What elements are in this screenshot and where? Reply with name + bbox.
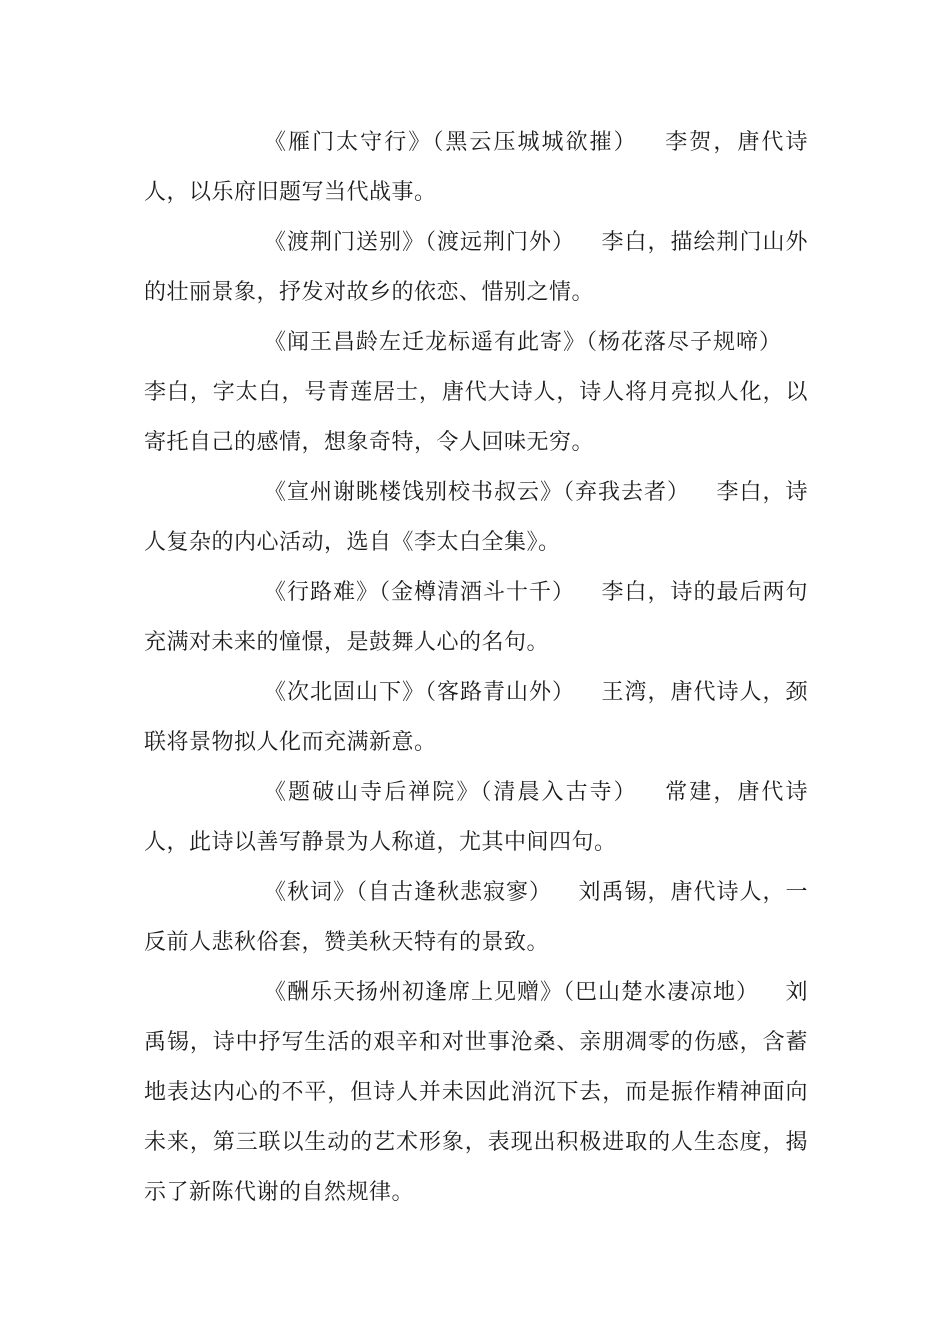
poem-description: 李白，诗人复杂的内心活动，选自《李太白全集》。 — [144, 480, 808, 555]
entry-xinglunan — [144, 568, 808, 668]
poem-first-line: （清晨入古寺） — [480, 780, 638, 805]
entry-yanmen — [144, 118, 808, 218]
poem-description: 李贺，唐代诗人，以乐府旧题写当代战事。 — [144, 130, 808, 205]
poem-description: 李白，描绘荆门山外的壮丽景象，抒发对故乡的依恋、惜别之情。 — [144, 230, 808, 305]
poem-description: 李白，字太白，号青莲居士，唐代大诗人，诗人将月亮拟人化，以寄托自己的感情，想象奇特，令人回味无穷。 — [144, 380, 808, 455]
entry-poshansi — [144, 768, 808, 868]
entry-wenwang — [144, 318, 808, 468]
poem-title: 《雁门太守行》 — [264, 130, 433, 155]
poem-description: 刘禹锡，唐代诗人，一反前人悲秋俗套，赞美秋天特有的景致。 — [144, 880, 808, 955]
poem-title: 《秋词》 — [264, 880, 356, 905]
poem-title: 《行路难》 — [264, 580, 379, 605]
entry-qiuci — [144, 868, 808, 968]
poem-description: 刘禹锡，诗中抒写生活的艰辛和对世事沧桑、亲朋凋零的伤感，含蓄地表达内心的不平，但诗人并未因此消沉下去，而是振作精神面向未来，第三联以生动的艺术形象，表现出积极进取的人生态度，揭示了新陈代谢的自然规律。 — [144, 980, 808, 1205]
entry-jingmen — [144, 218, 808, 318]
document-body — [144, 118, 808, 1218]
poem-first-line: （自古逢秋悲寂寥） — [356, 880, 552, 905]
poem-title: 《宣州谢眺楼饯别校书叔云》 — [264, 480, 563, 505]
poem-first-line: （巴山楚水凄凉地） — [562, 980, 759, 1005]
poem-title: 《题破山寺后禅院》 — [264, 780, 481, 805]
poem-description: 王湾，唐代诗人，颈联将景物拟人化而充满新意。 — [144, 680, 808, 755]
poem-title: 《次北固山下》 — [264, 680, 425, 705]
poem-description: 李白，诗的最后两句充满对未来的憧憬，是鼓舞人心的名句。 — [144, 580, 808, 655]
poem-first-line: （弃我去者） — [562, 480, 690, 505]
entry-choueletian — [144, 968, 808, 1218]
poem-first-line: （杨花落尽子规啼） — [585, 330, 782, 355]
poem-description: 常建，唐代诗人，此诗以善写静景为人称道，尤其中间四句。 — [144, 780, 808, 855]
poem-first-line: （客路青山外） — [425, 680, 575, 705]
poem-first-line: （黑云压城城欲摧） — [432, 130, 638, 155]
poem-first-line: （金樽清酒斗十千） — [379, 580, 575, 605]
poem-first-line: （渡远荆门外） — [425, 230, 575, 255]
entry-beigushan — [144, 668, 808, 768]
poem-title: 《渡荆门送别》 — [264, 230, 425, 255]
poem-title: 《酬乐天扬州初逢席上见赠》 — [264, 980, 563, 1005]
entry-xuanzhou — [144, 468, 808, 568]
poem-title: 《闻王昌龄左迁龙标遥有此寄》 — [264, 330, 586, 355]
